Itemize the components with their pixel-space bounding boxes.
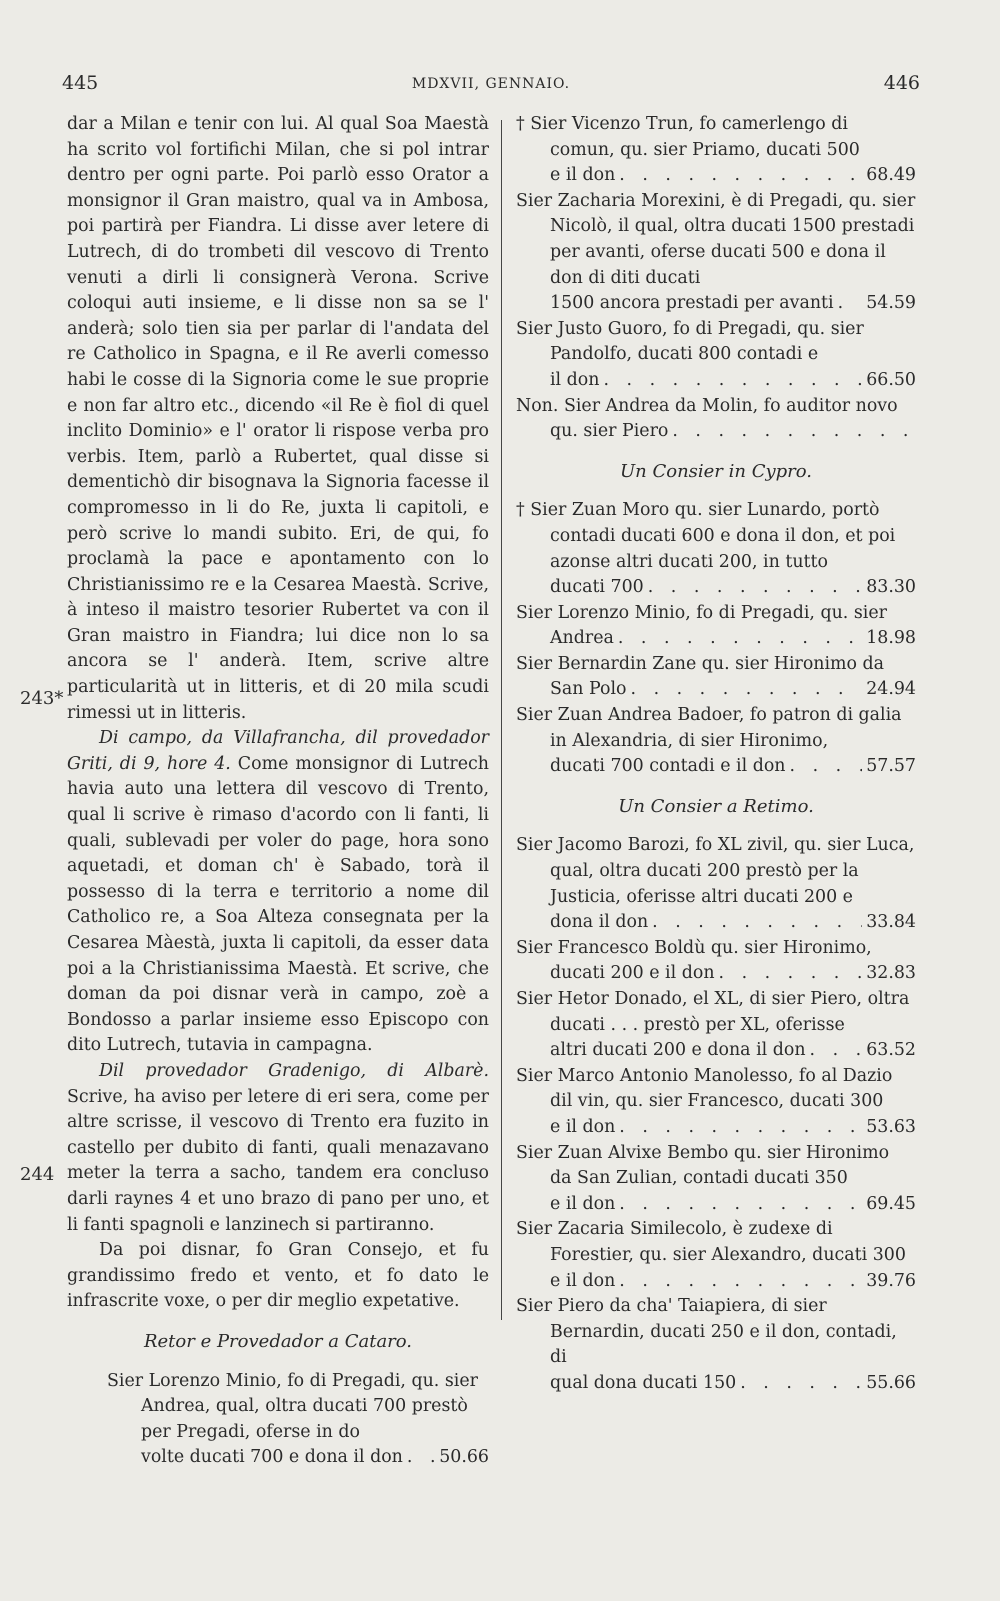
entry-text: † Sier Vicenzo Trun, fo camerlengo di comun, qu. sier Priamo, ducati 500 [516,114,860,160]
paragraph-2 [67,726,489,1059]
paragraph-3-body: Scrive, ha aviso per letere di eri sera, come per altre scrisse, il vescovo di Trento era fuzito in castello per dubito di fanti, quali menazavano meter la terra a sacho, tandem era concluso darli raynes 4 et uno brazo di pano per uno, et li fanti spagnoli e lanzinech si partiranno. [67,1086,489,1235]
entry-value: 68.49 [866,165,916,186]
list-item [516,317,916,394]
leader-dots [672,419,912,445]
leader-dots [619,163,862,189]
entry-value: 69.45 [866,1193,916,1214]
list-item [516,1217,916,1294]
leader-dots [619,1192,862,1218]
running-header [62,72,920,102]
column-divider [501,120,502,1320]
entry-last-text: altri ducati 200 e dona il don [550,1040,806,1061]
entry-lastline [516,291,916,317]
entry-value: 50.66 [439,1447,489,1468]
entry-text: Sier Marco Antonio Manolesso, fo al Dazio dil vin, qu. sier Francesco, ducati 300 [516,1065,893,1112]
entry-last-text: 1500 ancora prestadi per avanti [550,293,834,314]
list-item [516,601,916,652]
entry-text: Sier Justo Guoro, fo di Pregadi, qu. sier Pandolfo, ducati 800 contadi e [516,318,864,365]
leader-dots [603,368,862,394]
entry-text: Sier Lorenzo Minio, fo di Pregadi, qu. sier Andrea, qual, oltra ducati 700 prestò per Pregadi, oferse in do [107,1370,478,1442]
leader-dots [618,626,862,652]
entry-lastline [516,1192,916,1218]
left-column [67,112,489,1471]
paragraph-3 [67,1059,489,1238]
entry-last-text: e il don [550,1193,616,1214]
entry-text: Sier Francesco Boldù qu. sier Hironimo, [516,937,872,958]
list-item [516,498,916,600]
entry-lastline [516,1115,916,1141]
section-title-cataro: Retor e Provedador a Cataro. [143,1330,413,1352]
entry-last-text: Andrea [550,628,614,649]
list-item [516,987,916,1064]
paragraph-2-lead: Di campo, da Villafrancha, dil provedador Griti, di 9, hore 4. [67,728,489,774]
list-item [516,703,916,780]
entry-text: Sier Zacaria Similecolo, è zudexe di Forestier, qu. sier Alexandro, ducati 300 [516,1219,906,1265]
entry-lastline [516,1269,916,1295]
entry-lastline [516,961,916,987]
entry-value: 24.94 [866,679,916,700]
entry-last-text: ducati 700 contadi e il don [550,756,786,777]
entry-text: Sier Zacharia Morexini, è di Pregadi, qu. sier Nicolò, il qual, oltra ducati 1500 prestadi per avanti, oferse ducati 500 e dona il don di diti ducati [516,190,916,288]
paragraph-1: dar a Milan e tenir con lui. Al qual Soa Maestà ha scrito vol fortifichi Milan, che si pol intrar dentro per ogni parte. Poi parlò esso Orator a monsignor il Gran maistro, qual va in Ambosa, poi partirà per Fiandra. Li disse aver letere di Lutrech, di do trombeti dil vescovo di Trento venuti a dirli li consignerà Verona. Scrive coloqui auti insieme, e li disse non sa se l' anderà; solo tien sia per parlar di l'andata del re Catholico in Spagna, e il Re averli comesso habi le cosse di la Signoria come le sue proprie e non far altro etc., dicendo «il Re è fiol di quel inclito Dominio» e l' orator li rispose verba pro verbis. Item, parlò a Rubertet, qual disse si dementichò dir bisognava la Signoria facesse il compromesso in li do Re, juxta li capitoli, e però scrive lo mandi subito. Eri, de qui, fo proclamà la pace e apontamento con lo Christianissimo re e la Cesarea Maestà. Scrive, à inteso il maistro tesorier Rubertet va con il Gran maistro in Fiandra; lui dice non lo sa ancora se l' anderà. Item, scrive altre particularità ut in litteris, et di 20 mila scudi rimessi ut in litteris. [67,114,489,723]
entry-text: Sier Bernardin Zane qu. sier Hironimo da [516,653,885,674]
margin-number-243: 243* [20,688,64,709]
list-item [516,1294,916,1396]
entry-value: 18.98 [866,628,916,649]
right-column [516,112,916,1397]
entry-value: 33.84 [866,912,916,933]
entry-cataro [67,1369,489,1471]
list-item [516,833,916,935]
leader-dots [648,575,862,601]
entry-last-text: San Polo [550,679,627,700]
header-title: MDXVII, GENNAIO. [411,76,571,92]
entry-value: 57.57 [866,756,916,777]
leader-dots [619,1115,862,1141]
entry-lastline [516,1038,916,1064]
entry-value: 66.50 [866,369,916,390]
list-item [516,936,916,987]
section-title-retimo: Un Consier a Retimo. [618,795,814,817]
entry-last-text: e il don [550,1270,616,1291]
entry-lastline [516,677,916,703]
entry-value: 54.59 [866,293,916,314]
entry-group-2 [516,498,916,780]
entry-last-text: qu. sier Piero [550,421,669,442]
entry-value: 39.76 [866,1270,916,1291]
entry-value: 32.83 [866,963,916,984]
left-page-number: 445 [62,72,99,94]
entry-lastline [516,368,916,394]
paragraph-4: Da poi disnar, fo Gran Consejo, et fu grandissimo fredo et vento, et fo dato le infrascrite voxe, o per dir meglio expetative. [67,1240,489,1312]
entry-text: Sier Zuan Alvixe Bembo qu. sier Hironimo da San Zulian, contadi ducati 350 [516,1142,890,1189]
entry-text: Sier Jacomo Barozi, fo XL zivil, qu. sier Luca, qual, oltra ducati 200 prestò per la Justicia, oferisse altri ducati 200 e [516,835,915,907]
entry-lastline [516,1371,916,1397]
entry-lastline [516,575,916,601]
paragraph-2-body: Come monsignor di Lutrech havia auto una lettera dil vescovo di Trento, qual li scrive è rimaso d'acordo con li fanti, li quali, sublevadi per voler do page, hora sono aquetadi, et doman ch' è Sabado, torà il possesso di la terra e territorio a nome dil Catholico re, a Soa Alteza consegnata per la Cesarea Màestà, juxta li capitoli, da esser data poi a la Christianissima Maestà. Et scrive, che doman da poi disnar verà in campo, zoè a Bondosso a parlar insieme esso Episcopo con dito Lutrech, tutavia in campagna. [67,753,489,1056]
entry-text: Sier Lorenzo Minio, fo di Pregadi, qu. sier [516,602,887,623]
entry-lastline [516,419,916,445]
entry-text: Non. Sier Andrea da Molin, fo auditor novo [516,395,898,416]
entry-group-3 [516,833,916,1396]
leader-dots [652,910,862,936]
entry-text: Sier Piero da cha' Taiapiera, di sier Bernardin, ducati 250 e il don, contadi, di [516,1296,897,1368]
entry-lastline [516,754,916,780]
margin-number-244: 244 [20,1164,55,1185]
entry-last-text: volte ducati 700 e dona il don [141,1447,403,1468]
entry-text: † Sier Zuan Moro qu. sier Lunardo, portò contadi ducati 600 e dona il don, et poi azonse altri ducati 200, in tutto [516,500,896,572]
entry-last-text: ducati 700 [550,577,644,598]
entry-last-text: il don [550,369,600,390]
entry-lastline [516,910,916,936]
leader-dots [719,961,863,987]
list-item [516,1141,916,1218]
entry-lastline [516,626,916,652]
leader-dots [407,1445,435,1471]
list-item [516,652,916,703]
list-item [516,1064,916,1141]
paragraph-3-lead: Dil provedador Gradenigo, di Albarè. [99,1060,489,1081]
entry-last-text: e il don [550,165,616,186]
entry-last-text: dona il don [550,912,649,933]
list-item [516,394,916,445]
leader-dots [740,1371,862,1397]
list-item [516,189,916,317]
entry-lastline [107,1445,489,1471]
list-item [516,112,916,189]
entry-lastline [516,163,916,189]
right-page-number: 446 [883,72,920,94]
entry-text: Sier Zuan Andrea Badoer, fo patron di galia in Alexandria, di sier Hironimo, [516,705,902,751]
leader-dots [631,677,863,703]
entry-last-text: e il don [550,1116,616,1137]
entry-value: 63.52 [866,1040,916,1061]
leader-dots [790,754,863,780]
section-title-cypro: Un Consier in Cypro. [619,460,813,482]
entry-text: Sier Hetor Donado, el XL, di sier Piero, oltra ducati . . . prestò per XL, oferisse [516,989,910,1035]
entry-value: 55.66 [866,1372,916,1393]
entry-group-1 [516,112,916,445]
leader-dots [810,1038,863,1064]
entry-last-text: ducati 200 e il don [550,963,715,984]
entry-last-text: qual dona ducati 150 [550,1372,737,1393]
entry-value: 53.63 [866,1116,916,1137]
leader-dots [619,1269,862,1295]
leader-dots [838,291,863,317]
entry-value: 83.30 [866,577,916,598]
